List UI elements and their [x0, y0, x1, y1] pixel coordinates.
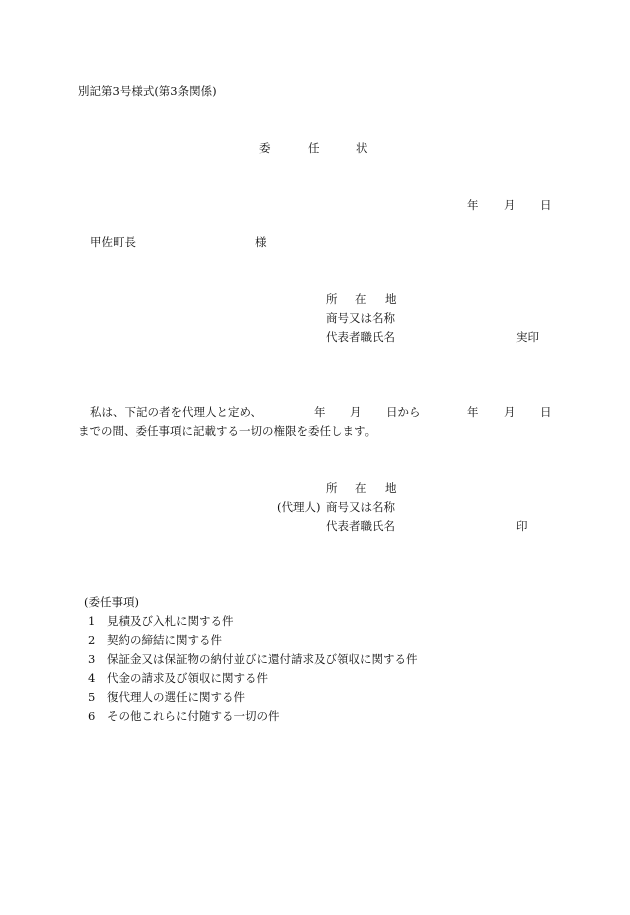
principal-address-char-2: 在 [355, 292, 367, 306]
body-from-year: 年 [314, 405, 326, 419]
addressee-name: 甲佐町長 [90, 235, 136, 249]
agent-representative: 代表者職氏名 [326, 519, 395, 533]
matter-text: 保証金又は保証物の納付並びに還付請求及び領収に関する件 [107, 652, 418, 666]
title-char-3: 状 [356, 141, 368, 155]
principal-trade-name: 商号又は名称 [326, 311, 395, 325]
matter-text: 見積及び入札に関する件 [107, 614, 234, 628]
matter-text: その他これらに付随する一切の件 [107, 709, 280, 723]
matter-text: 代金の請求及び領収に関する件 [107, 671, 268, 685]
agent-seal: 印 [516, 519, 528, 533]
agent-address-char-3: 地 [385, 481, 397, 495]
principal-address-char-3: 地 [385, 292, 397, 306]
title-char-1: 委 [259, 141, 271, 155]
date-month: 月 [504, 198, 516, 212]
body-to-day: 日 [540, 405, 552, 419]
agent-role-label: (代理人) [277, 500, 321, 514]
principal-representative: 代表者職氏名 [326, 330, 395, 344]
title-char-2: 任 [308, 141, 320, 155]
date-year: 年 [467, 198, 479, 212]
matter-number: 1 [88, 614, 96, 628]
body-line2: までの間、委任事項に記載する一切の権限を委任します。 [78, 424, 377, 438]
principal-address-char-1: 所 [326, 292, 338, 306]
principal-seal: 実印 [516, 330, 539, 344]
form-label: 別記第3号様式(第3条関係) [78, 84, 217, 98]
matter-number: 4 [88, 671, 96, 685]
body-from-month: 月 [350, 405, 362, 419]
agent-address-char-2: 在 [355, 481, 367, 495]
matter-text: 契約の締結に関する件 [107, 633, 222, 647]
matter-text: 復代理人の選任に関する件 [107, 690, 245, 704]
matter-number: 3 [88, 652, 96, 666]
addressee-honorific: 様 [255, 235, 267, 249]
agent-trade-name: 商号又は名称 [326, 500, 395, 514]
matters-heading: (委任事項) [84, 595, 139, 609]
body-from-day: 日から [386, 405, 421, 419]
body-line1-prefix: 私は、下記の者を代理人と定め、 [90, 405, 263, 419]
date-day: 日 [540, 198, 552, 212]
body-to-month: 月 [504, 405, 516, 419]
agent-address-char-1: 所 [326, 481, 338, 495]
body-to-year: 年 [467, 405, 479, 419]
matter-number: 5 [88, 690, 96, 704]
matter-number: 2 [88, 633, 96, 647]
matter-number: 6 [88, 709, 96, 723]
